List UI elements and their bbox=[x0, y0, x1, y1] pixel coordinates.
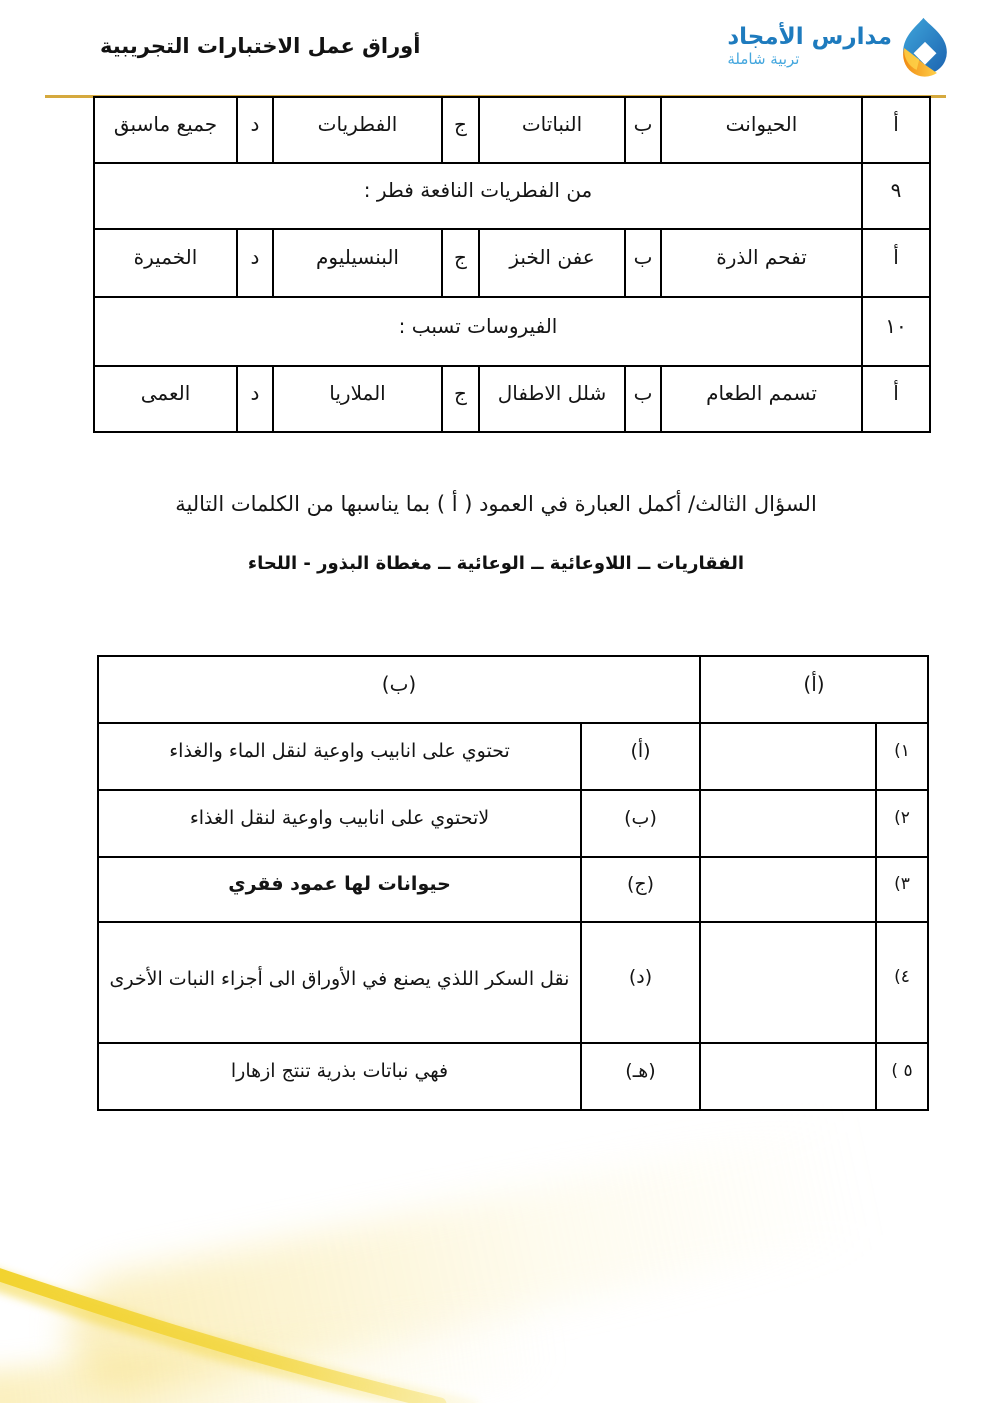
matching-row-number: ١) bbox=[876, 723, 928, 790]
mcq-option-letter: ب bbox=[625, 366, 661, 432]
mcq-option-text: تفحم الذرة bbox=[661, 229, 862, 297]
mcq-question-text: الفيروسات تسبب : bbox=[94, 297, 862, 366]
matching-letter: (ب) bbox=[581, 790, 700, 857]
mcq-question-row bbox=[94, 163, 930, 229]
matching-row bbox=[98, 857, 928, 922]
mcq-option-letter: د bbox=[237, 366, 273, 432]
question3-word-bank: الفقاريات ــ اللاوعائية ــ الوعائية ــ مغطاة البذور - اللحاء bbox=[247, 553, 745, 574]
mcq-option-text: جميع ماسبق bbox=[94, 97, 237, 163]
mcq-option-text: تسمم الطعام bbox=[661, 366, 862, 432]
worksheet-title: أوراق عمل الاختبارات التجريبية bbox=[100, 34, 421, 58]
answer-blank-cell bbox=[700, 922, 876, 1043]
matching-row-number: ٣) bbox=[876, 857, 928, 922]
matching-letter: (ج) bbox=[581, 857, 700, 922]
school-tagline: تربية شاملة bbox=[727, 49, 800, 68]
mcq-option-letter: أ bbox=[862, 97, 930, 163]
answer-blank-cell bbox=[700, 723, 876, 790]
mcq-option-letter: ج bbox=[442, 97, 479, 163]
matching-table bbox=[97, 655, 929, 1111]
mcq-option-letter: ج bbox=[442, 229, 479, 297]
mcq-options-row bbox=[94, 229, 930, 297]
mcq-option-text: الفطريات bbox=[273, 97, 442, 163]
matching-row-number: ٥ ) bbox=[876, 1043, 928, 1110]
mcq-option-letter: أ bbox=[862, 229, 930, 297]
matching-row-number: ٤) bbox=[876, 922, 928, 1043]
mcq-option-letter: أ bbox=[862, 366, 930, 432]
question3-heading: السؤال الثالث/ أكمل العبارة في العمود ( أ ) بما يناسبها من الكلمات التالية bbox=[175, 492, 817, 516]
matching-statement: فهي نباتات بذرية تنتج ازهارا bbox=[98, 1043, 581, 1110]
school-logo bbox=[727, 14, 951, 78]
school-logo-drop-icon bbox=[899, 14, 951, 78]
mcq-option-text: النباتات bbox=[479, 97, 625, 163]
mcq-table bbox=[93, 96, 931, 433]
school-name: مدارس الأمجاد bbox=[727, 24, 892, 51]
answer-blank-cell bbox=[700, 1043, 876, 1110]
mcq-option-text: الحيوانت bbox=[661, 97, 862, 163]
mcq-option-text: شلل الاطفال bbox=[479, 366, 625, 432]
mcq-question-number: ٩ bbox=[862, 163, 930, 229]
mcq-options-row bbox=[94, 97, 930, 163]
bottom-glow-band bbox=[57, 1105, 943, 1403]
mcq-option-text: عفن الخبز bbox=[479, 229, 625, 297]
matching-letter: (د) bbox=[581, 922, 700, 1043]
mcq-question-text: من الفطريات النافعة فطر : bbox=[94, 163, 862, 229]
mcq-option-text: الخميرة bbox=[94, 229, 237, 297]
mcq-option-letter: د bbox=[237, 229, 273, 297]
matching-header-a: (أ) bbox=[700, 656, 928, 723]
matching-statement: لاتحتوي على انابيب واوعية لنقل الغذاء bbox=[98, 790, 581, 857]
mcq-option-letter: ب bbox=[625, 229, 661, 297]
answer-blank-cell bbox=[700, 790, 876, 857]
matching-row bbox=[98, 922, 928, 1043]
matching-header-row bbox=[98, 656, 928, 723]
matching-row bbox=[98, 1043, 928, 1110]
mcq-option-text: البنسيليوم bbox=[273, 229, 442, 297]
school-logo-text bbox=[727, 24, 892, 68]
mcq-options-row bbox=[94, 366, 930, 432]
matching-statement: تحتوي على انابيب واوعية لنقل الماء والغذاء bbox=[98, 723, 581, 790]
bottom-glow-band-small bbox=[0, 1303, 563, 1403]
mcq-option-letter: ج bbox=[442, 366, 479, 432]
matching-statement: نقل السكر اللذي يصنع في الأوراق الى أجزاء النبات الأخرى bbox=[98, 922, 581, 1043]
matching-letter: (أ) bbox=[581, 723, 700, 790]
matching-letter: (هـ) bbox=[581, 1043, 700, 1110]
matching-row-number: ٢) bbox=[876, 790, 928, 857]
matching-row bbox=[98, 790, 928, 857]
matching-header-b: (ب) bbox=[98, 656, 700, 723]
matching-statement: حيوانات لها عمود فقري bbox=[98, 857, 581, 922]
mcq-option-text: الملاريا bbox=[273, 366, 442, 432]
mcq-option-letter: د bbox=[237, 97, 273, 163]
mcq-option-letter: ب bbox=[625, 97, 661, 163]
matching-row bbox=[98, 723, 928, 790]
answer-blank-cell bbox=[700, 857, 876, 922]
mcq-question-row bbox=[94, 297, 930, 366]
mcq-option-text: العمى bbox=[94, 366, 237, 432]
mcq-question-number: ١٠ bbox=[862, 297, 930, 366]
